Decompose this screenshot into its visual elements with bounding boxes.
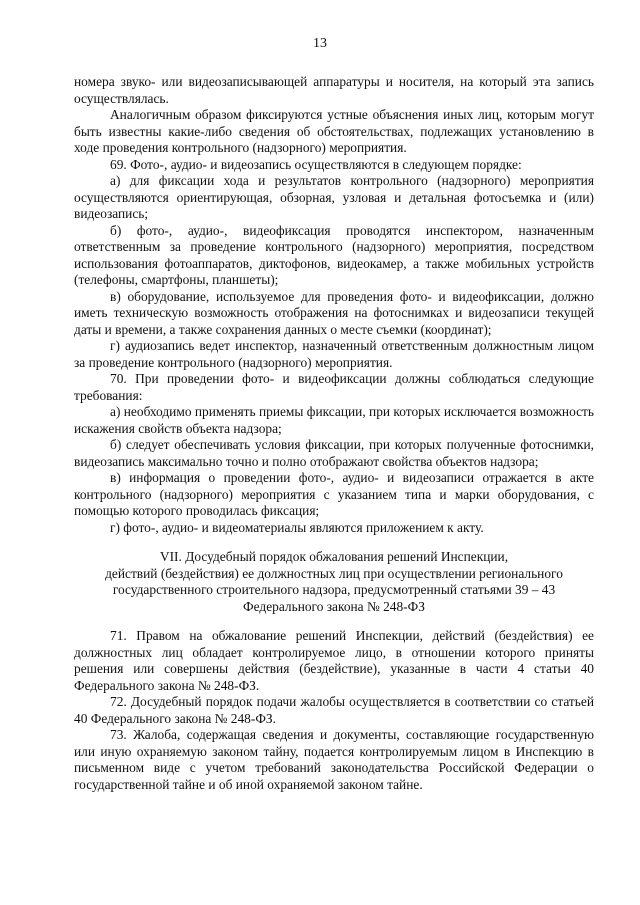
section-heading-line: VII. Досудебный порядок обжалования решений Инспекции, <box>159 549 509 564</box>
paragraph-70: 70. При проведении фото- и видеофиксации должны соблюдаться следующие требования: <box>74 371 594 403</box>
paragraph-73: 73. Жалоба, содержащая сведения и документы, составляющие государственную или иную охраняемую законом тайну, подается контролируемым лицом в Инспекцию в письменном виде с учетом требований законодательства Российской Федерации о государственной тайне и об иной охраняемой законом тайне. <box>74 727 594 792</box>
paragraph-69-g: г) аудиозапись ведет инспектор, назначенный ответственным должностным лицом за проведение контрольного (надзорного) мероприятия. <box>74 338 594 370</box>
paragraph-69: 69. Фото-, аудио- и видеозапись осуществляются в следующем порядке: <box>110 156 522 172</box>
body-text-after-heading <box>74 628 594 793</box>
section-heading-line: Федерального закона № 248-ФЗ <box>243 598 425 614</box>
paragraph-72: 72. Досудебный порядок подачи жалобы осуществляется в соответствии со статьей 40 Федерального закона № 248-ФЗ. <box>74 694 594 726</box>
paragraph-70-g: г) фото-, аудио- и видеоматериалы являются приложением к акту. <box>110 519 484 535</box>
section-heading-line: действий (бездействия) ее должностных лиц при осуществлении регионального <box>105 565 563 581</box>
body-text-before-heading <box>74 74 594 536</box>
paragraph-oral-explanations: Аналогичным образом фиксируются устные объяснения иных лиц, которым могут быть известны какие-либо сведения об обстоятельствах, подлежащих установлению в ходе проведения контрольного (надзорного) мероприятия. <box>74 107 594 155</box>
paragraph-70-a: а) необходимо применять приемы фиксации, при которых исключается возможность искажения свойств объекта надзора; <box>74 404 594 436</box>
page-number: 13 <box>313 36 327 51</box>
section-heading-line: государственного строительного надзора, предусмотренный статьями 39 – 43 <box>112 582 556 597</box>
paragraph-70-b: б) следует обеспечивать условия фиксации, при которых полученные фотоснимки, видеозапись максимально точно и полно отображают свойства объектов надзора; <box>74 437 594 469</box>
section-heading <box>74 549 594 615</box>
paragraph-71: 71. Правом на обжалование решений Инспекции, действий (бездействия) ее должностных лиц обладает контролируемое лицо, в отношении которого приняты решения или совершены действия (бездействие), указанные в части 4 статьи 40 Федерального закона № 248-ФЗ. <box>74 628 594 693</box>
paragraph-70-v: в) информация о проведении фото-, аудио- и видеозаписи отражается в акте контрольного (надзорного) мероприятия с указанием типа и марки оборудования, с помощью которого проводилась фиксация; <box>74 470 594 518</box>
paragraph-69-v: в) оборудование, используемое для проведения фото- и видеофиксации, должно иметь техническую возможность отображения на фотоснимках и видеозаписи текущей даты и времени, а также сохранения данных о месте съемки (координат); <box>74 288 594 337</box>
paragraph-continuation: номера звуко- или видеозаписывающей аппаратуры и носителя, на который эта запись осуществлялась. <box>74 74 594 106</box>
paragraph-69-b: б) фото-, аудио-, видеофиксация проводятся инспектором, назначенным ответственным за проведение контрольного (надзорного) мероприятия, посредством использования фотоаппаратов, диктофонов, видеокамер, а также мобильных устройств (телефоны, смартфоны, планшеты); <box>74 222 594 287</box>
paragraph-69-a: а) для фиксации хода и результатов контрольного (надзорного) мероприятия осуществляются ориентирующая, обзорная, узловая и детальная фотосъемка и (или) видеозапись; <box>74 173 594 221</box>
